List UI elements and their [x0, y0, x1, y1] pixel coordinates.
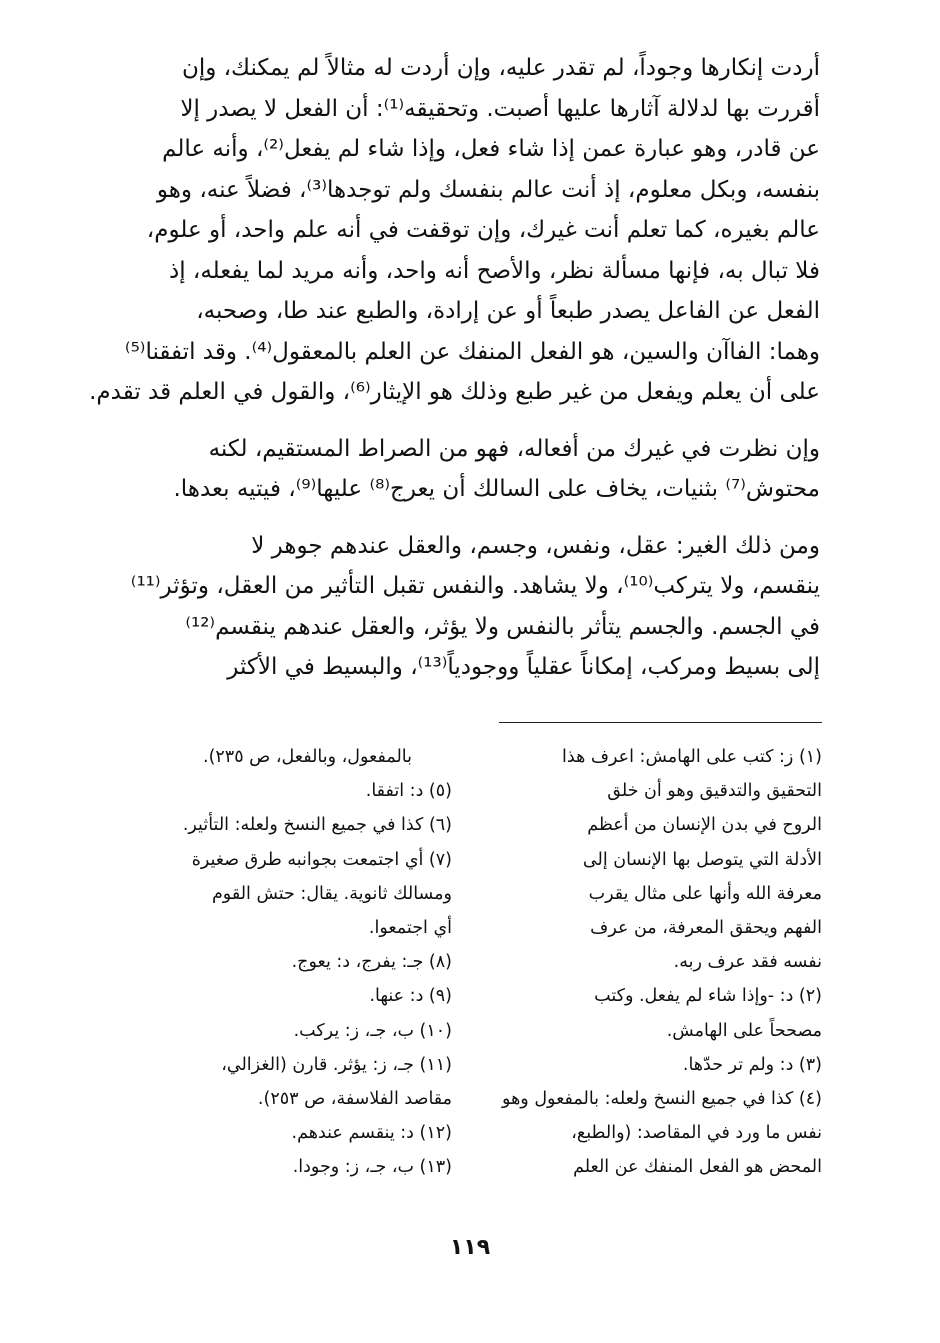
text-line: في الجسم. والجسم يتأثر بالنفس ولا يؤثر، والعقل عندهم ينقسم⁽¹²⁾ — [185, 613, 820, 640]
footnote-line: (١٢) د: ينقسم عندهم. — [291, 1123, 452, 1144]
footnotes-left-column — [118, 740, 452, 1185]
main-text — [89, 48, 820, 688]
footnote-line: مقاصد الفلاسفة، ص ٢٥٣). — [257, 1089, 452, 1110]
text-line: عالم بغيره، كما تعلم أنت غيرك، وإن توقفت في أنه علم واحد، أو علوم، — [146, 217, 820, 243]
footnote-line: (١١) جـ، ز: يؤثر. قارن (الغزالي، — [221, 1054, 452, 1075]
footnote-4 — [488, 1082, 822, 1185]
footnote-11 — [118, 1048, 452, 1116]
paragraph-3 — [118, 526, 820, 688]
footnote-line: المحض هو الفعل المنفك عن العلم — [573, 1157, 822, 1178]
footnote-line: مصححاً على الهامش. — [666, 1020, 822, 1041]
footnote-line: الروح في بدن الإنسان من أعظم — [587, 815, 822, 836]
footnote-9 — [118, 979, 452, 1013]
footnote-7 — [118, 843, 452, 946]
footnote-line: معرفة الله وأنها على مثال يقرب — [588, 883, 822, 904]
footnote-12 — [118, 1116, 452, 1150]
footnote-2 — [488, 979, 822, 1047]
footnote-line: التحقيق والتدقيق وهو أن خلق — [607, 781, 822, 802]
footnote-line: (٧) أي اجتمعت بجوانبه طرق صغيرة — [191, 849, 452, 870]
footnote-8 — [118, 945, 452, 979]
footnotes-section — [118, 740, 822, 1185]
footnote-line: (١٠) ب، جـ، ز: يركب. — [293, 1020, 452, 1041]
footnote-line: (٦) كذا في جميع النسخ ولعله: التأثير. — [182, 815, 452, 836]
footnote-4-continued — [118, 740, 452, 774]
text-line: إلى بسيط ومركب، إمكاناً عقلياً ووجودياً⁽¹³⁾، والبسيط في الأكثر — [227, 654, 820, 680]
footnote-line: (١) ز: كتب على الهامش: اعرف هذا — [562, 747, 822, 767]
text-line: أردت إنكارها وجوداً، لم تقدر عليه، وإن أردت له مثالاً لم يمكنك، وإن — [181, 55, 820, 81]
text-line: وإن نظرت في غيرك من أفعاله، فهو من الصراط المستقيم، لكنه — [208, 435, 820, 462]
footnote-line: الفهم ويحقق المعرفة، من عرف — [590, 918, 822, 939]
text-line: على أن يعلم ويفعل من غير طبع وذلك هو الإيثار⁽⁶⁾، والقول في العلم قد تقدم. — [89, 379, 820, 405]
footnote-line: (٩) د: عنها. — [369, 986, 452, 1007]
footnote-line: بالمفعول، وبالفعل، ص ٢٣٥). — [203, 747, 412, 767]
footnote-line: (٤) كذا في جميع النسخ ولعله: بالمفعول وهو — [502, 1089, 822, 1110]
text-line: بنفسه، وبكل معلوم، إذ أنت عالم بنفسك ولم توجدها⁽³⁾، فضلاً عنه، وهو — [156, 176, 820, 203]
footnote-1 — [488, 740, 822, 979]
footnote-list — [118, 740, 452, 1185]
footnote-line: (٢) د: -وإذا شاء لم يفعل. وكتب — [594, 986, 822, 1007]
footnote-5 — [118, 774, 452, 808]
text-line: ينقسم، ولا يتركب⁽¹⁰⁾، ولا يشاهد. والنفس تقبل التأثير من العقل، وتؤثر⁽¹¹⁾ — [130, 573, 820, 599]
footnote-line: الأدلة التي يتوصل بها الإنسان إلى — [582, 849, 822, 870]
footnote-line: (١٣) ب، جـ، ز: وجودا. — [292, 1157, 452, 1178]
paragraph-1 — [89, 48, 820, 413]
footnote-line: أي اجتمعوا. — [368, 918, 452, 939]
text-line: ومن ذلك الغير: عقل، ونفس، وجسم، والعقل عندهم جوهر لا — [251, 532, 820, 559]
text-line: محتوش⁽⁷⁾ بثنيات، يخاف على السالك أن يعرج⁽⁸⁾ عليها⁽⁹⁾، فيتيه بعدها. — [173, 476, 820, 502]
footnote-line: (٥) د: اتفقا. — [365, 781, 452, 802]
footnote-line: (٣) د: ولم تر حدّها. — [682, 1054, 822, 1075]
paragraph-2 — [118, 429, 820, 510]
footnote-line: نفس ما ورد في المقاصد: (والطبع، — [571, 1123, 822, 1144]
text-line: فلا تبال به، فإنها مسألة نظر، والأصح أنه واحد، وأنه مريد لما يفعله، إذ — [168, 257, 820, 284]
text-line: عن قادر، وهو عبارة عمن إذا شاء فعل، وإذا شاء لم يفعل⁽²⁾، وأنه عالم — [162, 136, 820, 162]
footnote-line: نفسه فقد عرف ربه. — [673, 952, 822, 973]
page-number: ١١٩ — [449, 1235, 491, 1260]
footnote-divider — [499, 722, 822, 723]
text-line: الفعل عن الفاعل يصدر طبعاً أو عن إرادة، والطبع عند طا، وصحبه، — [196, 298, 820, 324]
footnote-6 — [118, 808, 452, 842]
footnote-line: (٨) جـ: يفرج، د: يعوج. — [291, 952, 452, 973]
footnote-13 — [118, 1150, 452, 1184]
footnote-3 — [488, 1048, 822, 1082]
footnote-10 — [118, 1014, 452, 1048]
footnote-line: ومسالك ثانوية. يقال: حتش القوم — [211, 883, 452, 904]
text-line: وهما: الفاآن والسين، هو الفعل المنفك عن العلم بالمعقول⁽⁴⁾. وقد اتفقنا⁽⁵⁾ — [124, 338, 820, 365]
footnotes-right-column — [488, 740, 822, 1185]
footnote-list — [488, 740, 822, 1185]
text-line: أقررت بها لدلالة آثارها عليها أصبت. وتحقيقه⁽¹⁾: أن الفعل لا يصدر إلا — [180, 95, 820, 122]
